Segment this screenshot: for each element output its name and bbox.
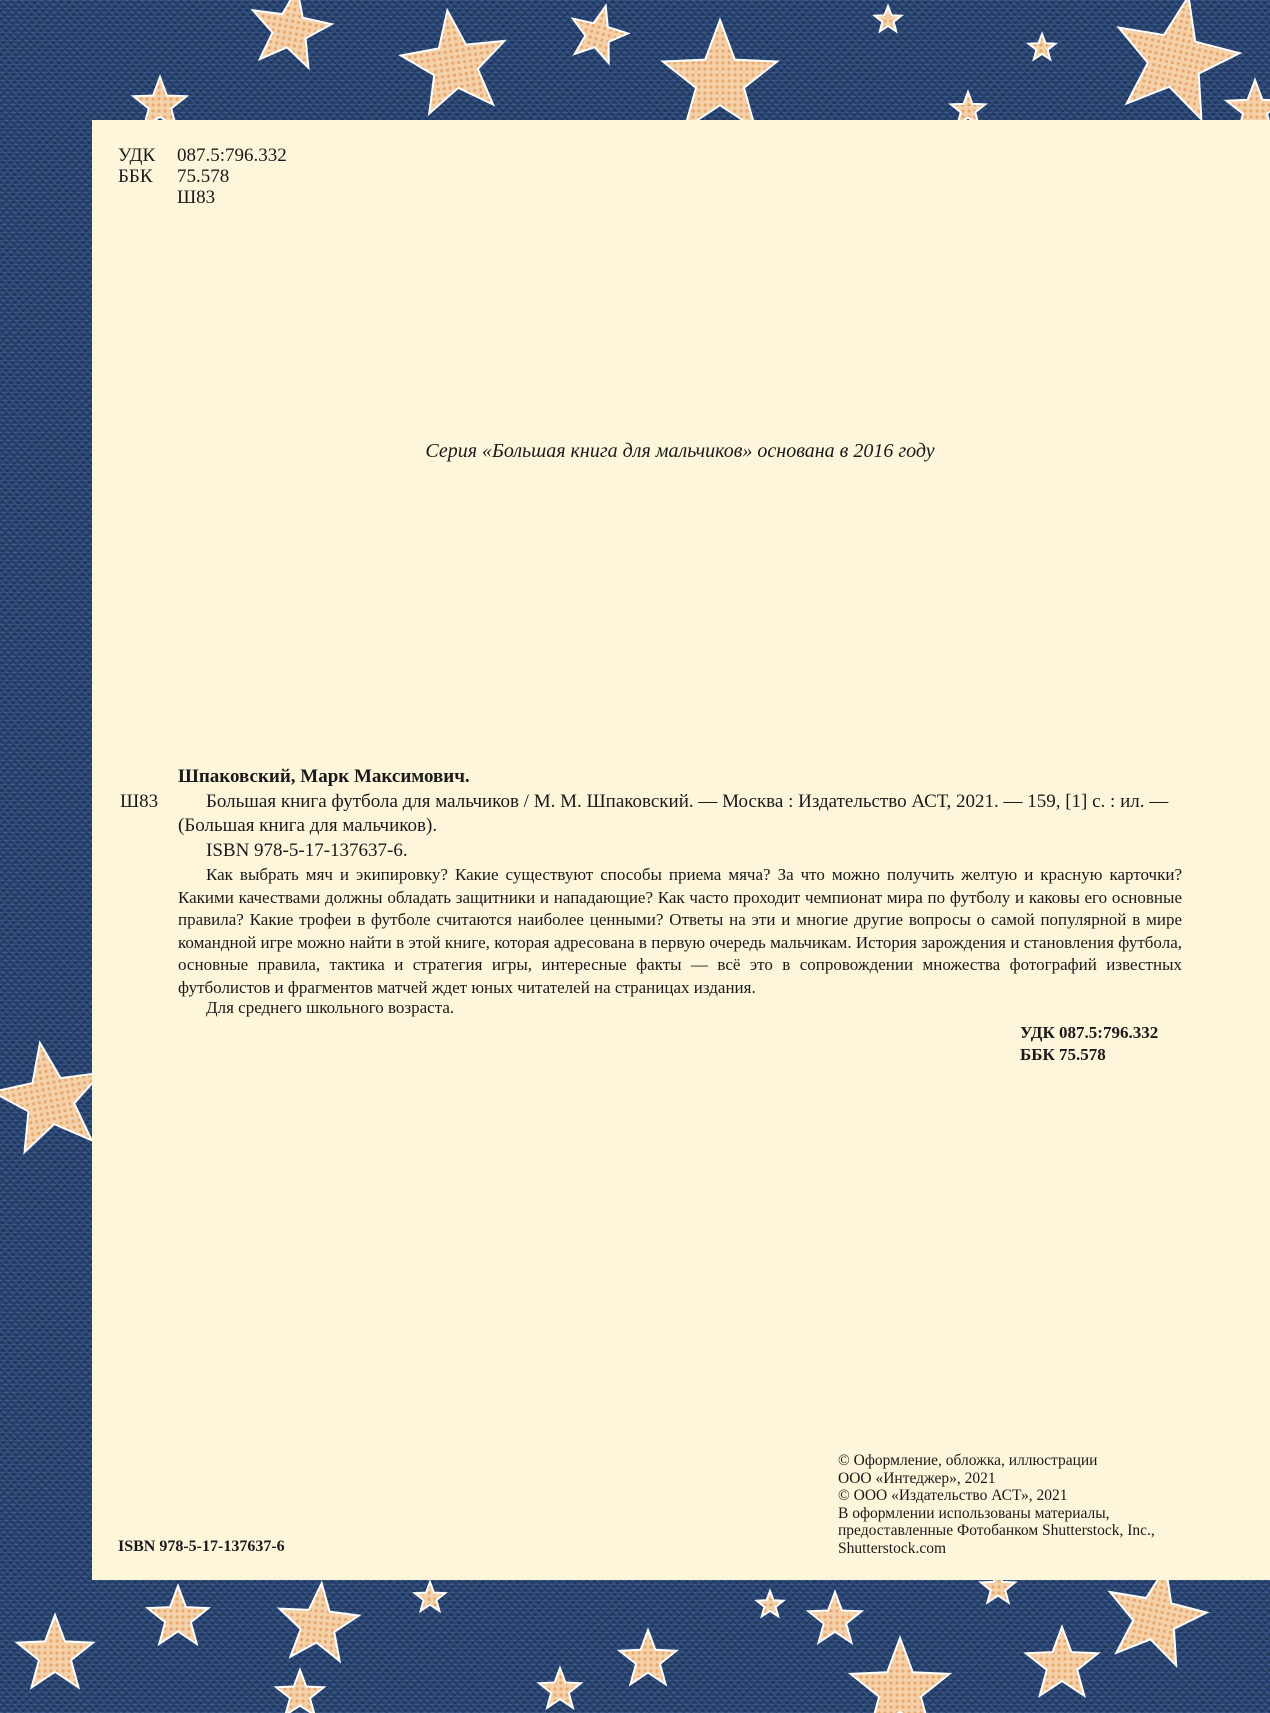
star-shape bbox=[1104, 0, 1249, 124]
star-shape bbox=[1026, 1627, 1098, 1696]
copyright-line: © Оформление, обложка, иллюстрации bbox=[838, 1452, 1098, 1469]
star-shape bbox=[276, 1670, 324, 1713]
star-shape bbox=[245, 0, 337, 70]
star-shape bbox=[808, 1592, 861, 1643]
star-shape bbox=[275, 1580, 361, 1663]
star-shape bbox=[539, 1668, 581, 1708]
bbk-label: ББК bbox=[118, 166, 153, 187]
star-shape bbox=[564, 0, 633, 66]
star-shape bbox=[17, 1615, 93, 1687]
udc-label: УДК bbox=[118, 145, 156, 166]
record-isbn: ISBN 978-5-17-137637-6. bbox=[206, 840, 408, 861]
copyright-line: предоставленные Фотобанком Shutterstock, Inc., bbox=[838, 1522, 1155, 1539]
star-shape bbox=[875, 6, 902, 31]
star-shape bbox=[851, 1638, 950, 1713]
udc-value: 087.5:796.332 bbox=[177, 145, 287, 166]
record-author: Шпаковский, Марк Максимович. bbox=[178, 766, 470, 787]
series-note: Серия «Большая книга для мальчиков» основана в 2016 году bbox=[425, 440, 935, 462]
record-codes bbox=[1020, 1022, 1158, 1066]
star-shape bbox=[148, 1586, 209, 1644]
author-mark: Ш83 bbox=[177, 187, 216, 208]
star-shape bbox=[757, 1591, 784, 1616]
record-annotation: Как выбрать мяч и экипировку? Какие существуют способы приема мяча? За что можно получить желтую и красную карточки? Какими качествами должны обладать защитники и нападающие? Как часто проходит чемпионат мира по футболу и каковы его основные правила? Какие трофеи в футболе считаются наиболее ценными? Ответы на эти и многие другие вопросы о самой популярной в мире командной игре можно найти в этой книге, которая адресована в первую очередь мальчикам. История зарождения и становления футбола, основные правила, тактика и стратегия игры, интересные факты — всё это в сопровождении множества фотографий известных футболистов и фрагментов матчей ждет юных читателей на страницах издания. bbox=[178, 865, 1182, 997]
copyright-block bbox=[838, 1452, 1183, 1557]
footer-isbn: ISBN 978-5-17-137637-6 bbox=[118, 1538, 285, 1555]
record-bibliographic: Большая книга футбола для мальчиков / М. М. Шпаковский. — Москва : Издательство АСТ, 2021. — 159, [1] с. : ил. — (Большая книга для мальчиков). bbox=[178, 791, 1169, 836]
copyright-line: В оформлении использованы материалы, bbox=[838, 1504, 1110, 1522]
record-udc: УДК 087.5:796.332 bbox=[1020, 1023, 1159, 1042]
star-shape bbox=[415, 1582, 445, 1611]
record-bbk: ББК 75.578 bbox=[1020, 1045, 1106, 1064]
record-age-note: Для среднего школьного возраста. bbox=[206, 998, 455, 1017]
copyright-line: © ООО «Издательство АСТ», 2021 bbox=[838, 1487, 1068, 1504]
copyright-line: ООО «Интеджер», 2021 bbox=[838, 1469, 996, 1487]
copyright-line: Shutterstock.com bbox=[838, 1539, 947, 1557]
record-shelf-mark: Ш83 bbox=[120, 791, 159, 812]
star-shape bbox=[620, 1630, 677, 1684]
star-shape bbox=[396, 3, 513, 116]
star-shape bbox=[1029, 34, 1056, 59]
classification-block bbox=[118, 145, 287, 208]
bbk-value: 75.578 bbox=[177, 166, 230, 187]
star-shape bbox=[663, 20, 777, 129]
